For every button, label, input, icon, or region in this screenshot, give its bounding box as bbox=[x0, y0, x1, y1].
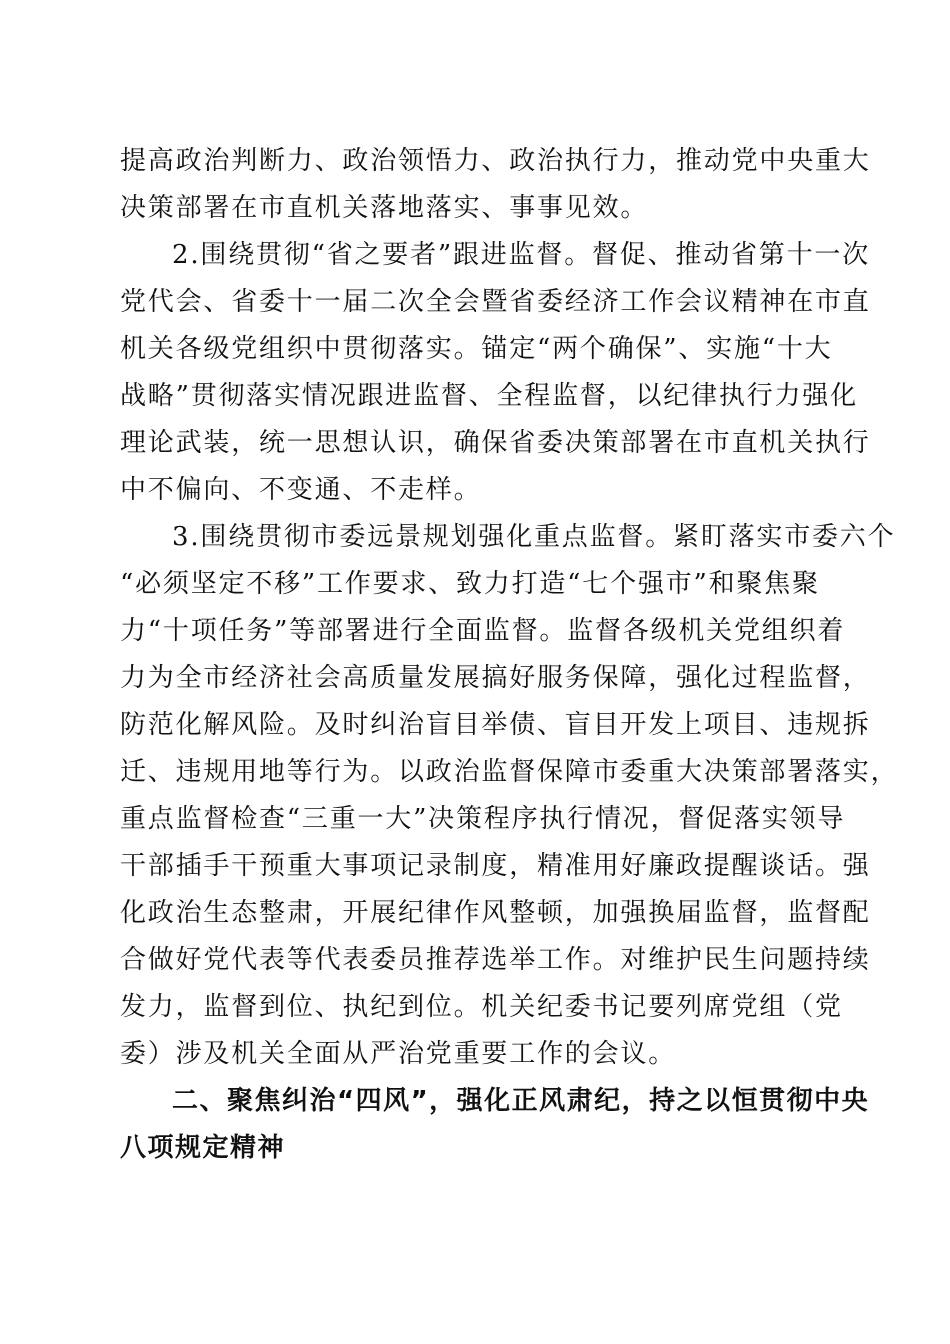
text-line: 3.围绕贯彻市委远景规划强化重点监督。紧盯落实市委六个 bbox=[172, 522, 896, 552]
text-line: 力“十项任务”等部署进行全面监督。监督各级机关党组织着 bbox=[120, 616, 846, 646]
text-line: 党代会、省委十一届二次全会暨省委经济工作会议精神在市直 bbox=[120, 287, 871, 317]
section-heading bbox=[120, 1078, 870, 1172]
text-line: 委）涉及机关全面从严治党重要工作的会议。 bbox=[120, 1039, 677, 1069]
text-line: 发力，监督到位、执纪到位。机关纪委书记要列席党组（党 bbox=[120, 992, 843, 1022]
text-line: 理论武装，统一思想认识，确保省委决策部署在市直机关执行 bbox=[120, 428, 871, 458]
paragraph-continuation bbox=[120, 138, 871, 232]
heading-line: 八项规定精神 bbox=[120, 1133, 286, 1163]
text-line: 干部插手干预重大事项记录制度，精准用好廉政提醒谈话。强 bbox=[120, 851, 871, 881]
text-line: 重点监督检查“三重一大”决策程序执行情况，督促落实领导 bbox=[120, 804, 846, 834]
text-line: 战略”贯彻落实情况跟进监督、全程监督，以纪律执行力强化 bbox=[120, 381, 858, 411]
text-line: 2.围绕贯彻“省之要者”跟进监督。督促、推动省第十一次 bbox=[172, 240, 870, 270]
heading-line: 二、聚焦纠治“四风”，强化正风肃纪，持之以恒贯彻中央 bbox=[172, 1086, 870, 1116]
text-line: “必须坚定不移”工作要求、致力打造“七个强市”和聚焦聚 bbox=[120, 569, 820, 599]
paragraph-3 bbox=[120, 514, 899, 1078]
text-line: 提高政治判断力、政治领悟力、政治执行力，推动党中央重大 bbox=[120, 146, 871, 176]
text-line: 决策部署在市直机关落地落实、事事见效。 bbox=[120, 193, 649, 223]
text-line: 中不偏向、不变通、不走样。 bbox=[120, 475, 482, 505]
text-line: 合做好党代表等代表委员推荐选举工作。对维护民生问题持续 bbox=[120, 945, 871, 975]
text-line: 化政治生态整肃，开展纪律作风整顿，加强换届监督，监督配 bbox=[120, 898, 871, 928]
text-line: 防范化解风险。及时纠治盲目举债、盲目开发上项目、违规拆 bbox=[120, 710, 871, 740]
text-line: 力为全市经济社会高质量发展搞好服务保障，强化过程监督， bbox=[120, 663, 871, 693]
text-line: 迁、违规用地等行为。以政治监督保障市委重大决策部署落实， bbox=[120, 757, 899, 787]
paragraph-2 bbox=[120, 232, 871, 514]
text-line: 机关各级党组织中贯彻落实。锚定“两个确保”、实施“十大 bbox=[120, 334, 833, 364]
